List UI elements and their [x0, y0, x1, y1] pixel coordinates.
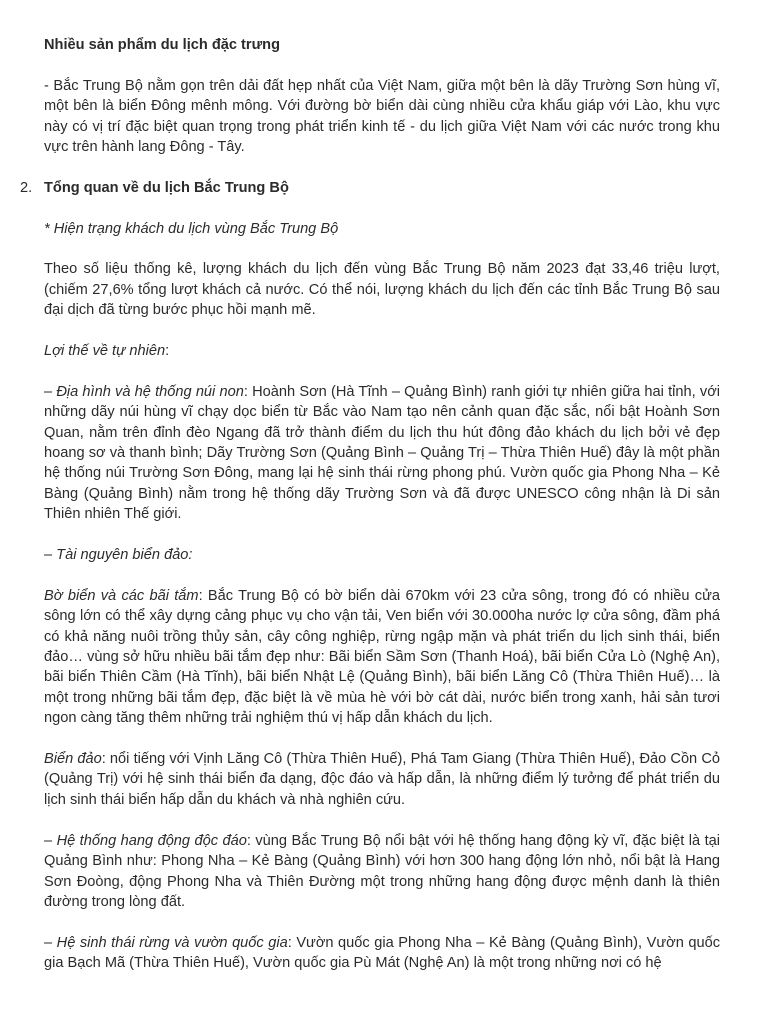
caves-text: : vùng Bắc Trung Bộ nổi bật với hệ thống hang động kỳ vĩ, đặc biệt là tại Quảng Bình như: Phong Nha – Kẻ Bàng (Quảng Bình) với hơn 300 hang động lớn nhỏ, nổi bật là Hang Sơn Đoòng, động Phong Nha và Thiên Đường một trong những hang động được mệnh danh là thiên đường trong lòng đất.: [44, 832, 720, 910]
forest-label: – Hệ sinh thái rừng và vườn quốc gia: [44, 934, 288, 951]
paragraph-terrain: [44, 382, 720, 525]
forest-text: : Vườn quốc gia Phong Nha – Kẻ Bàng (Quảng Bình), Vườn quốc gia Bạch Mã (Thừa Thiên Huế), Vườn quốc gia Pù Mát (Nghệ An) là một trong những nơi có hệ: [44, 934, 720, 972]
label-marine-resources: – Tài nguyên biển đảo:: [44, 547, 193, 564]
terrain-text: : Hoành Sơn (Hà Tĩnh – Quảng Bình) ranh giới tự nhiên giữa hai tỉnh, với những dãy núi hùng vĩ chạy dọc biển từ Bắc vào Nam tạo nên cảnh quan đặc sắc, nổi bật Hoành Sơn Quan, nằm trên đỉnh đèo Ngang đã trở thành điểm du lịch thu hút đông đảo khách du lịch bởi vẻ đẹp hoang sơ và thanh bình; Dãy Trường Sơn (Quảng Bình – Quảng Trị – Thừa Thiên Huế) đây là một phần hệ thống núi Trường Sơn Đông, mang lại hệ sinh thái rừng phong phú. Vườn quốc gia Phong Nha – Kẻ Bàng (Quảng Bình) nằm trong hệ thống dãy Trường Sơn và đã được UNESCO công nhận là Di sản Thiên nhiên Thế giới.: [44, 383, 721, 523]
terrain-label: – Địa hình và hệ thống núi non: [44, 383, 244, 400]
paragraph-intro: - Bắc Trung Bộ nằm gọn trên dải đất hẹp nhất của Việt Nam, giữa một bên là dãy Trường Sơn hùng vĩ, một bên là biển Đông mênh mông. Với đường bờ biển dài cùng nhiều cửa khẩu giáp với Lào, khu vực này có vị trí đặc biệt quan trọng trong phát triển kinh tế - du lịch giữa Việt Nam với các nước trong khu vực trên hành lang Đông - Tây.: [44, 77, 720, 156]
heading-products: Nhiều sản phẩm du lịch đặc trưng: [44, 37, 280, 53]
section-number: 2.: [20, 179, 33, 196]
document-body: [20, 35, 721, 974]
paragraph-forest: [44, 933, 720, 974]
paragraph-statistics: Theo số liệu thống kê, lượng khách du lịch đến vùng Bắc Trung Bộ năm 2023 đạt 33,46 triệu lượt, (chiếm 27,6% tổng lượt khách cả nước. Có thể nói, lượng khách du lịch đến các tỉnh Bắc Trung Bộ sau đại dịch đã từng bước phục hồi mạnh mẽ.: [44, 261, 720, 319]
section-2-heading: [20, 178, 720, 198]
caves-label: – Hệ thống hang động độc đáo: [44, 832, 247, 849]
paragraph-caves: [44, 831, 720, 913]
paragraph-island: [44, 749, 720, 810]
coast-text: : Bắc Trung Bộ có bờ biển dài 670km với 23 cửa sông, trong đó có nhiều cửa sông lớn có thể xây dựng cảng phục vụ cho vận tải, Ven biển với 30.000ha nước lợ cửa sông, đầm phá có khả năng nuôi trồng thủy sản, cây công nghiệp, rừng ngập mặn và phát triển du lịch sinh thái, biển đảo… vùng sở hữu nhiều bãi tắm đẹp như: Bãi biển Sầm Sơn (Thanh Hoá), bãi biển Cửa Lò (Nghệ An), bãi biển Thiên Cầm (Hà Tĩnh), bãi biển Nhật Lệ (Quảng Bình), bãi biển Lăng Cô (Thừa Thiên Huế)… là một trong những bãi tắm đẹp, đặc biệt là về mùa hè với bờ cát dài, nước biển trong xanh, hải sản tươi ngon càng tăng thêm những trải nghiệm thú vị hấp dẫn khách du lịch.: [44, 587, 720, 727]
island-label: Biển đảo: [44, 751, 102, 768]
label-natural-advantage: [44, 341, 720, 361]
island-text: : nổi tiếng với Vịnh Lăng Cô (Thừa Thiên Huế), Phá Tam Giang (Thừa Thiên Huế), Đảo Cồn Cỏ (Quảng Trị) với hệ sinh thái biển đa dạng, độc đáo và hấp dẫn, là những điểm lý tưởng để phát triển du lịch sinh thái biển hấp dẫn du khách và nhà nghiên cứu.: [44, 751, 720, 808]
label-colon: :: [165, 343, 170, 360]
label-natural-advantage-text: Lợi thế về tự nhiên: [44, 343, 166, 360]
section-title: Tổng quan về du lịch Bắc Trung Bộ: [44, 179, 289, 196]
coast-label: Bờ biển và các bãi tắm: [44, 587, 199, 604]
subheading-visitor-status: * Hiện trạng khách du lịch vùng Bắc Trung Bộ: [44, 220, 339, 237]
paragraph-coast: [44, 586, 720, 729]
